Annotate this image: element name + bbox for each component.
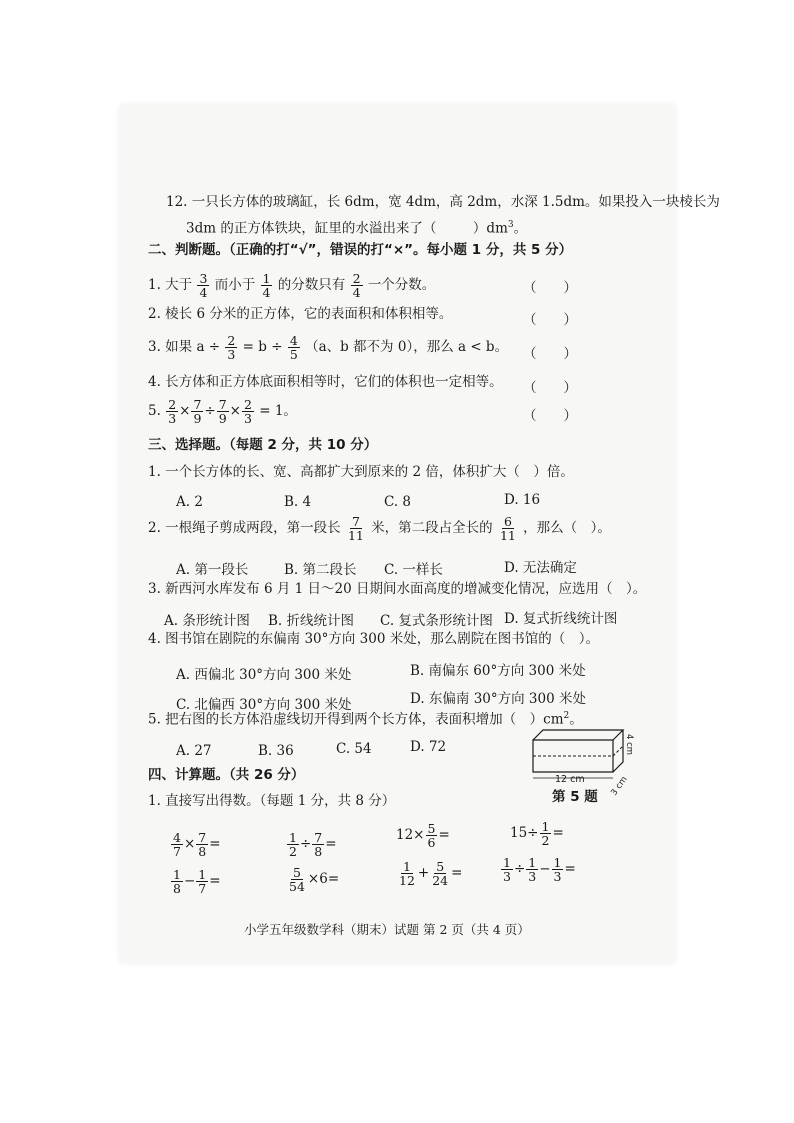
s3-q1-stem: 1. 一个长方体的长、宽、高都扩大到原来的 2 倍，体积扩大（ ）倍。 bbox=[148, 464, 574, 480]
calc-expr-6: $\frac{5}{54}$ ×6= bbox=[289, 865, 340, 895]
s3-q5-sup: 2 bbox=[563, 711, 570, 721]
section3-title: 三、选择题。（每题 2 分，共 10 分） bbox=[148, 437, 378, 453]
q12-line1: 12. 一只长方体的玻璃缸，长 6dm，宽 4dm，高 2dm，水深 1.5dm。如果投入一块棱长为 bbox=[166, 194, 720, 210]
s3-q3-option-a[interactable]: A. 条形统计图 bbox=[164, 613, 250, 629]
s3-q1-option-c[interactable]: C. 8 bbox=[384, 494, 412, 510]
s3-q3-stem: 3. 新西河水库发布 6 月 1 日～20 日期间水面高度的增减变化情况，应选用（ ）。 bbox=[148, 581, 647, 597]
q12-end: 。 bbox=[513, 220, 528, 237]
calc-expr-4: 15÷ $\frac{1}{2}$ = bbox=[510, 819, 564, 849]
s3-q4-option-b[interactable]: B. 南偏东 60°方向 300 米处 bbox=[410, 663, 586, 679]
s3-q5-option-c[interactable]: C. 54 bbox=[336, 741, 372, 757]
s3-q1-option-d[interactable]: D. 16 bbox=[504, 492, 541, 508]
q12-text-b: ）dm bbox=[472, 220, 508, 237]
cut-dashed-line-side bbox=[613, 746, 623, 756]
length-label: 12 cm bbox=[555, 774, 585, 785]
s2-q5-a: 5. bbox=[148, 403, 161, 420]
page-footer: 小学五年级数学科（期末）试题 第 2 页（共 4 页） bbox=[244, 922, 530, 937]
s4-sub1: 1. 直接写出得数。（每题 1 分，共 8 分） bbox=[148, 793, 396, 809]
calc-expr-5: $\frac{1}{8}$ − $\frac{1}{7}$ = bbox=[173, 867, 221, 897]
fraction: $\frac{7}{8}$ bbox=[314, 830, 323, 860]
s2-q3 bbox=[148, 334, 508, 361]
s2-q3-b: = b ÷ bbox=[242, 339, 283, 356]
fraction: $\frac{7}{9}$ bbox=[193, 397, 202, 427]
calc-expr-7: $\frac{1}{12}$ + $\frac{5}{24}$ = bbox=[399, 859, 463, 889]
s3-q5-option-d[interactable]: D. 72 bbox=[410, 739, 447, 755]
q12-sup: 3 bbox=[507, 220, 514, 230]
fraction: $\frac{1}{12}$ bbox=[399, 859, 415, 889]
s3-q5-option-b[interactable]: B. 36 bbox=[258, 743, 294, 759]
s2-q3-a: 3. 如果 a ÷ bbox=[148, 339, 221, 356]
fraction: $\frac{5}{54}$ bbox=[289, 865, 305, 895]
fraction: $\frac{1}{3}$ bbox=[503, 855, 511, 885]
cuboid-outline bbox=[533, 730, 623, 772]
s3-q1-option-b[interactable]: B. 4 bbox=[284, 494, 312, 510]
fraction: $\frac{7}{9}$ bbox=[218, 397, 227, 427]
s2-q3-c: （a、b 都不为 0），那么 a < b。 bbox=[305, 339, 509, 356]
calc-expr-8: $\frac{1}{3}$ ÷ $\frac{1}{3}$ − $\frac{1}{3}$ = bbox=[503, 855, 576, 885]
s2-q1-c: 的分数只有 bbox=[277, 277, 346, 294]
section2-title: 二、判断题。（正确的打“√”，错误的打“×”。每小题 1 分，共 5 分） bbox=[148, 242, 573, 258]
s3-q3-option-c[interactable]: C. 复式条形统计图 bbox=[380, 613, 493, 629]
q12-text-a: 3dm 的正方体铁块，缸里的水溢出来了（ bbox=[186, 220, 437, 237]
fraction: $\frac{1}{2}$ bbox=[289, 830, 297, 860]
calc-expr-2: $\frac{1}{2}$ ÷ $\frac{7}{8}$ = bbox=[289, 830, 337, 860]
s3-q2-stem bbox=[148, 515, 611, 542]
s3-q2-c: ，那么（ ）。 bbox=[523, 520, 611, 537]
fraction: $\frac{1}{4}$ bbox=[262, 271, 271, 301]
s3-q1-option-a[interactable]: A. 2 bbox=[176, 494, 203, 510]
s3-q5-a: 5. 把右图的长方体沿虚线切开得到两个长方体，表面积增加（ ）cm bbox=[148, 711, 564, 728]
section4-title: 四、计算题。（共 26 分） bbox=[148, 767, 305, 783]
s2-q4: 4. 长方体和正方体底面积相等时，它们的体积也一定相等。 bbox=[148, 374, 503, 390]
s2-q1-d: 一个分数。 bbox=[367, 277, 436, 294]
s3-q2-option-c[interactable]: C. 一样长 bbox=[384, 562, 443, 578]
height-label: 4 cm bbox=[624, 734, 634, 756]
q12-line2 bbox=[186, 221, 527, 236]
s2-q2: 2. 棱长 6 分米的正方体，它的表面积和体积相等。 bbox=[148, 306, 453, 322]
s2-q5 bbox=[148, 398, 297, 425]
fraction: $\frac{1}{7}$ bbox=[198, 867, 207, 897]
s3-q4-option-d[interactable]: D. 东偏南 30°方向 300 米处 bbox=[410, 691, 586, 707]
fraction: $\frac{2}{3}$ bbox=[168, 397, 177, 427]
fraction: $\frac{2}{3}$ bbox=[243, 397, 252, 427]
calc-expr-1: $\frac{4}{7}$ × $\frac{7}{8}$ = bbox=[173, 830, 221, 860]
s3-q4-option-c[interactable]: C. 北偏西 30°方向 300 米处 bbox=[176, 697, 352, 713]
fraction: $\frac{1}{3}$ bbox=[528, 855, 537, 885]
s2-q5-end: = 1。 bbox=[259, 403, 297, 420]
s3-q2-option-a[interactable]: A. 第一段长 bbox=[176, 562, 249, 578]
s2-q1-a: 1. 大于 bbox=[148, 277, 193, 294]
fraction: $\frac{7}{8}$ bbox=[198, 830, 207, 860]
s3-q2-a: 2. 一根绳子剪成两段，第一段长 bbox=[148, 520, 341, 537]
s3-q4-stem: 4. 图书馆在剧院的东偏南 30°方向 300 米处，那么剧院在图书馆的（ ）。 bbox=[148, 631, 599, 647]
answer-paren[interactable]: （ ） bbox=[523, 380, 577, 396]
s3-q5-end: 。 bbox=[569, 711, 583, 728]
s3-q3-option-b[interactable]: B. 折线统计图 bbox=[268, 613, 355, 629]
s3-q3-option-d[interactable]: D. 复式折线统计图 bbox=[504, 611, 618, 627]
fraction: $\frac{1}{2}$ bbox=[541, 819, 550, 849]
answer-paren[interactable]: （ ） bbox=[523, 408, 577, 424]
times-sign: × bbox=[179, 403, 191, 420]
answer-paren[interactable]: （ ） bbox=[523, 280, 577, 296]
figure-caption: 第 5 题 bbox=[552, 789, 598, 805]
answer-paren[interactable]: （ ） bbox=[523, 346, 577, 362]
fraction: $\frac{6}{11}$ bbox=[499, 514, 516, 544]
s3-q2-option-b[interactable]: B. 第二段长 bbox=[284, 562, 357, 578]
fraction: $\frac{4}{7}$ bbox=[173, 830, 181, 860]
calc-expr-3: 12× $\frac{5}{6}$ = bbox=[396, 821, 450, 851]
fraction: $\frac{5}{24}$ bbox=[432, 859, 449, 889]
s3-q4-option-a[interactable]: A. 西偏北 30°方向 300 米处 bbox=[176, 667, 352, 683]
s3-q2-b: 米，第二段占全长的 bbox=[371, 520, 493, 537]
fraction: $\frac{1}{3}$ bbox=[553, 855, 562, 885]
s3-q5-stem bbox=[148, 712, 583, 727]
fraction: $\frac{2}{3}$ bbox=[227, 333, 236, 363]
s2-q1-b: 而小于 bbox=[214, 277, 256, 294]
answer-paren[interactable]: （ ） bbox=[523, 312, 577, 328]
div-sign: ÷ bbox=[204, 403, 216, 420]
fraction: $\frac{7}{11}$ bbox=[347, 514, 364, 544]
fraction: $\frac{2}{4}$ bbox=[352, 271, 361, 301]
fraction: $\frac{3}{4}$ bbox=[199, 271, 208, 301]
fraction: $\frac{5}{6}$ bbox=[427, 821, 436, 851]
width-label: 3 cm bbox=[609, 774, 630, 798]
s3-q5-option-a[interactable]: A. 27 bbox=[176, 743, 212, 759]
s2-q1 bbox=[148, 272, 435, 299]
s3-q2-option-d[interactable]: D. 无法确定 bbox=[504, 560, 577, 576]
fraction: $\frac{1}{8}$ bbox=[173, 867, 181, 897]
fraction: $\frac{4}{5}$ bbox=[289, 333, 298, 363]
times-sign: × bbox=[229, 403, 241, 420]
